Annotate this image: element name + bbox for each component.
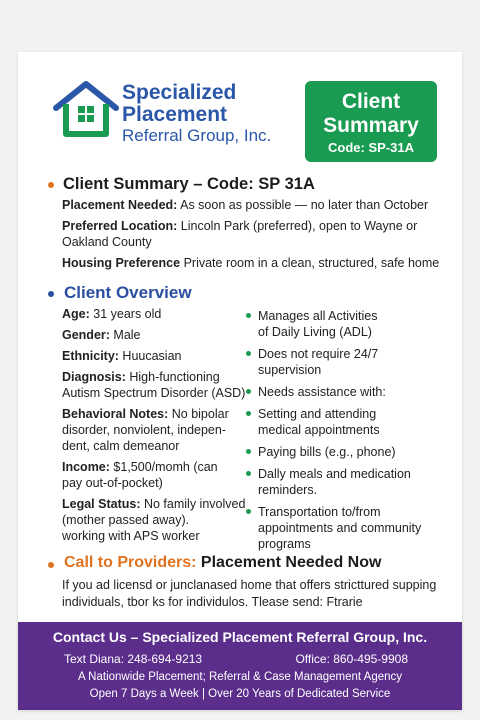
item-text: Setting and attending [258,407,377,421]
behavior-value-2: disorder, nonviolent, indepen- [62,423,227,437]
badge-title-line-1: Client [341,90,401,113]
item-text: Dally meals and medication [258,467,411,481]
flyer-card [18,52,462,710]
green-bullet-icon [246,509,251,514]
gender-value: Male [109,328,141,342]
item-text: medical appointments [258,423,380,437]
ethnicity-label: Ethnicity: [62,349,119,363]
location-value: Lincoln Park (preferred), open to Wayne or [177,219,418,233]
list-item [246,308,446,340]
footer-hours: Open 7 Days a Week | Over 20 Years of Dedicated Service [89,688,391,700]
placement-label: Placement Needed: [62,198,178,212]
call-body-text [62,577,442,611]
client-details-column [62,306,262,549]
legal-status-item [62,496,262,544]
green-bullet-icon [246,351,251,356]
abilities-column [246,308,446,558]
footer-tagline: A Nationwide Placement; Referral & Case Management Agency [77,671,403,683]
contact-footer [18,622,462,710]
preferred-location-line-2: Oakland County [62,235,152,249]
legal-value-2: (mother passed away). [62,513,190,527]
logo-line-1: Specialized [122,81,237,104]
call-text-line-2: individuals, tbor ks for individulos. Tlease send: Ftrarie [62,595,363,609]
company-logo-text [122,82,271,144]
green-bullet-icon [246,471,251,476]
green-bullet-icon [246,389,251,394]
behavior-label: Behavioral Notes: [62,407,169,421]
legal-value: No family involved [140,497,246,511]
age-label: Age: [62,307,90,321]
ethnicity-item [62,348,262,364]
list-item [246,444,446,460]
item-text: Transportation to/from [258,505,381,519]
footer-contacts [64,652,408,666]
location-label: Preferred Location: [62,219,178,233]
logo-line-2: Placement [122,103,228,126]
call-text-line-1: If you ad licensd or junclanased home that offers stricttured supping [62,578,437,592]
item-text: reminders. [258,483,318,497]
diagnosis-value: High-functioning [125,370,220,384]
legal-label: Legal Status: [62,497,141,511]
housing-value: Private room in a clean, structured, safe home [180,256,440,270]
ethnicity-value: Huucasian [118,349,182,363]
income-item [62,459,262,491]
housing-preference-line [62,255,439,272]
housing-label: Housing Preference [62,256,181,270]
gender-item [62,327,262,343]
list-item [246,406,446,438]
call-heading-accent: Call to Providers: [64,554,197,571]
item-text: Paying bills (e.g., phone) [258,445,396,459]
green-bullet-icon [246,313,251,318]
item-text: appointments and community [258,521,422,535]
house-window-icon [52,78,120,140]
behavioral-notes-item [62,406,262,454]
list-item [246,384,446,400]
item-text: programs [258,537,311,551]
income-value-2: pay out-of-pocket) [62,476,163,490]
footer-title: Contact Us – Specialized Placement Referral Group, Inc. [52,629,428,645]
orange-bullet-icon [48,562,54,568]
summary-heading: Client Summary – Code: SP 31A [63,175,315,193]
item-text: Does not require 24/7 [258,347,379,361]
item-text: Manages all Activities [258,309,378,323]
income-label: Income: [62,460,110,474]
office-phone: Office: 860-495-9908 [295,652,408,666]
call-to-providers-heading [64,554,381,572]
diagnosis-item [62,369,262,401]
green-bullet-icon [246,449,251,454]
list-item [246,466,446,498]
client-overview-heading: Client Overview [64,283,192,302]
placement-value: As soon as possible — no later than October [177,198,429,212]
income-value: $1,500/momh (can [109,460,218,474]
preferred-location-line [62,218,417,235]
age-item [62,306,262,322]
behavior-value-3: dent, calm demeanor [62,439,180,453]
client-summary-badge [305,81,437,162]
gender-label: Gender: [62,328,110,342]
badge-code: Code: SP-31A [328,140,414,155]
item-text: Needs assistance with: [258,385,386,399]
item-text: of Daily Living (ADL) [258,325,372,339]
orange-bullet-icon [48,182,54,188]
text-diana-phone: Text Diana: 248-694-9213 [64,652,203,666]
blue-bullet-icon [48,291,54,297]
behavior-value: No bipolar [168,407,229,421]
logo-line-3: Referral Group, Inc. [122,126,272,145]
item-text: supervision [258,363,322,377]
call-heading-main: Placement Needed Now [196,554,382,571]
badge-title-line-2: Summary [323,114,419,137]
legal-value-3: working with APS worker [62,529,200,543]
list-item [246,346,446,378]
diagnosis-label: Diagnosis: [62,370,126,384]
placement-needed-line [62,197,428,214]
green-bullet-icon [246,411,251,416]
list-item [246,504,446,552]
diagnosis-value-2: Autism Spectrum Disorder (ASD) [62,386,246,400]
age-value: 31 years old [89,307,162,321]
